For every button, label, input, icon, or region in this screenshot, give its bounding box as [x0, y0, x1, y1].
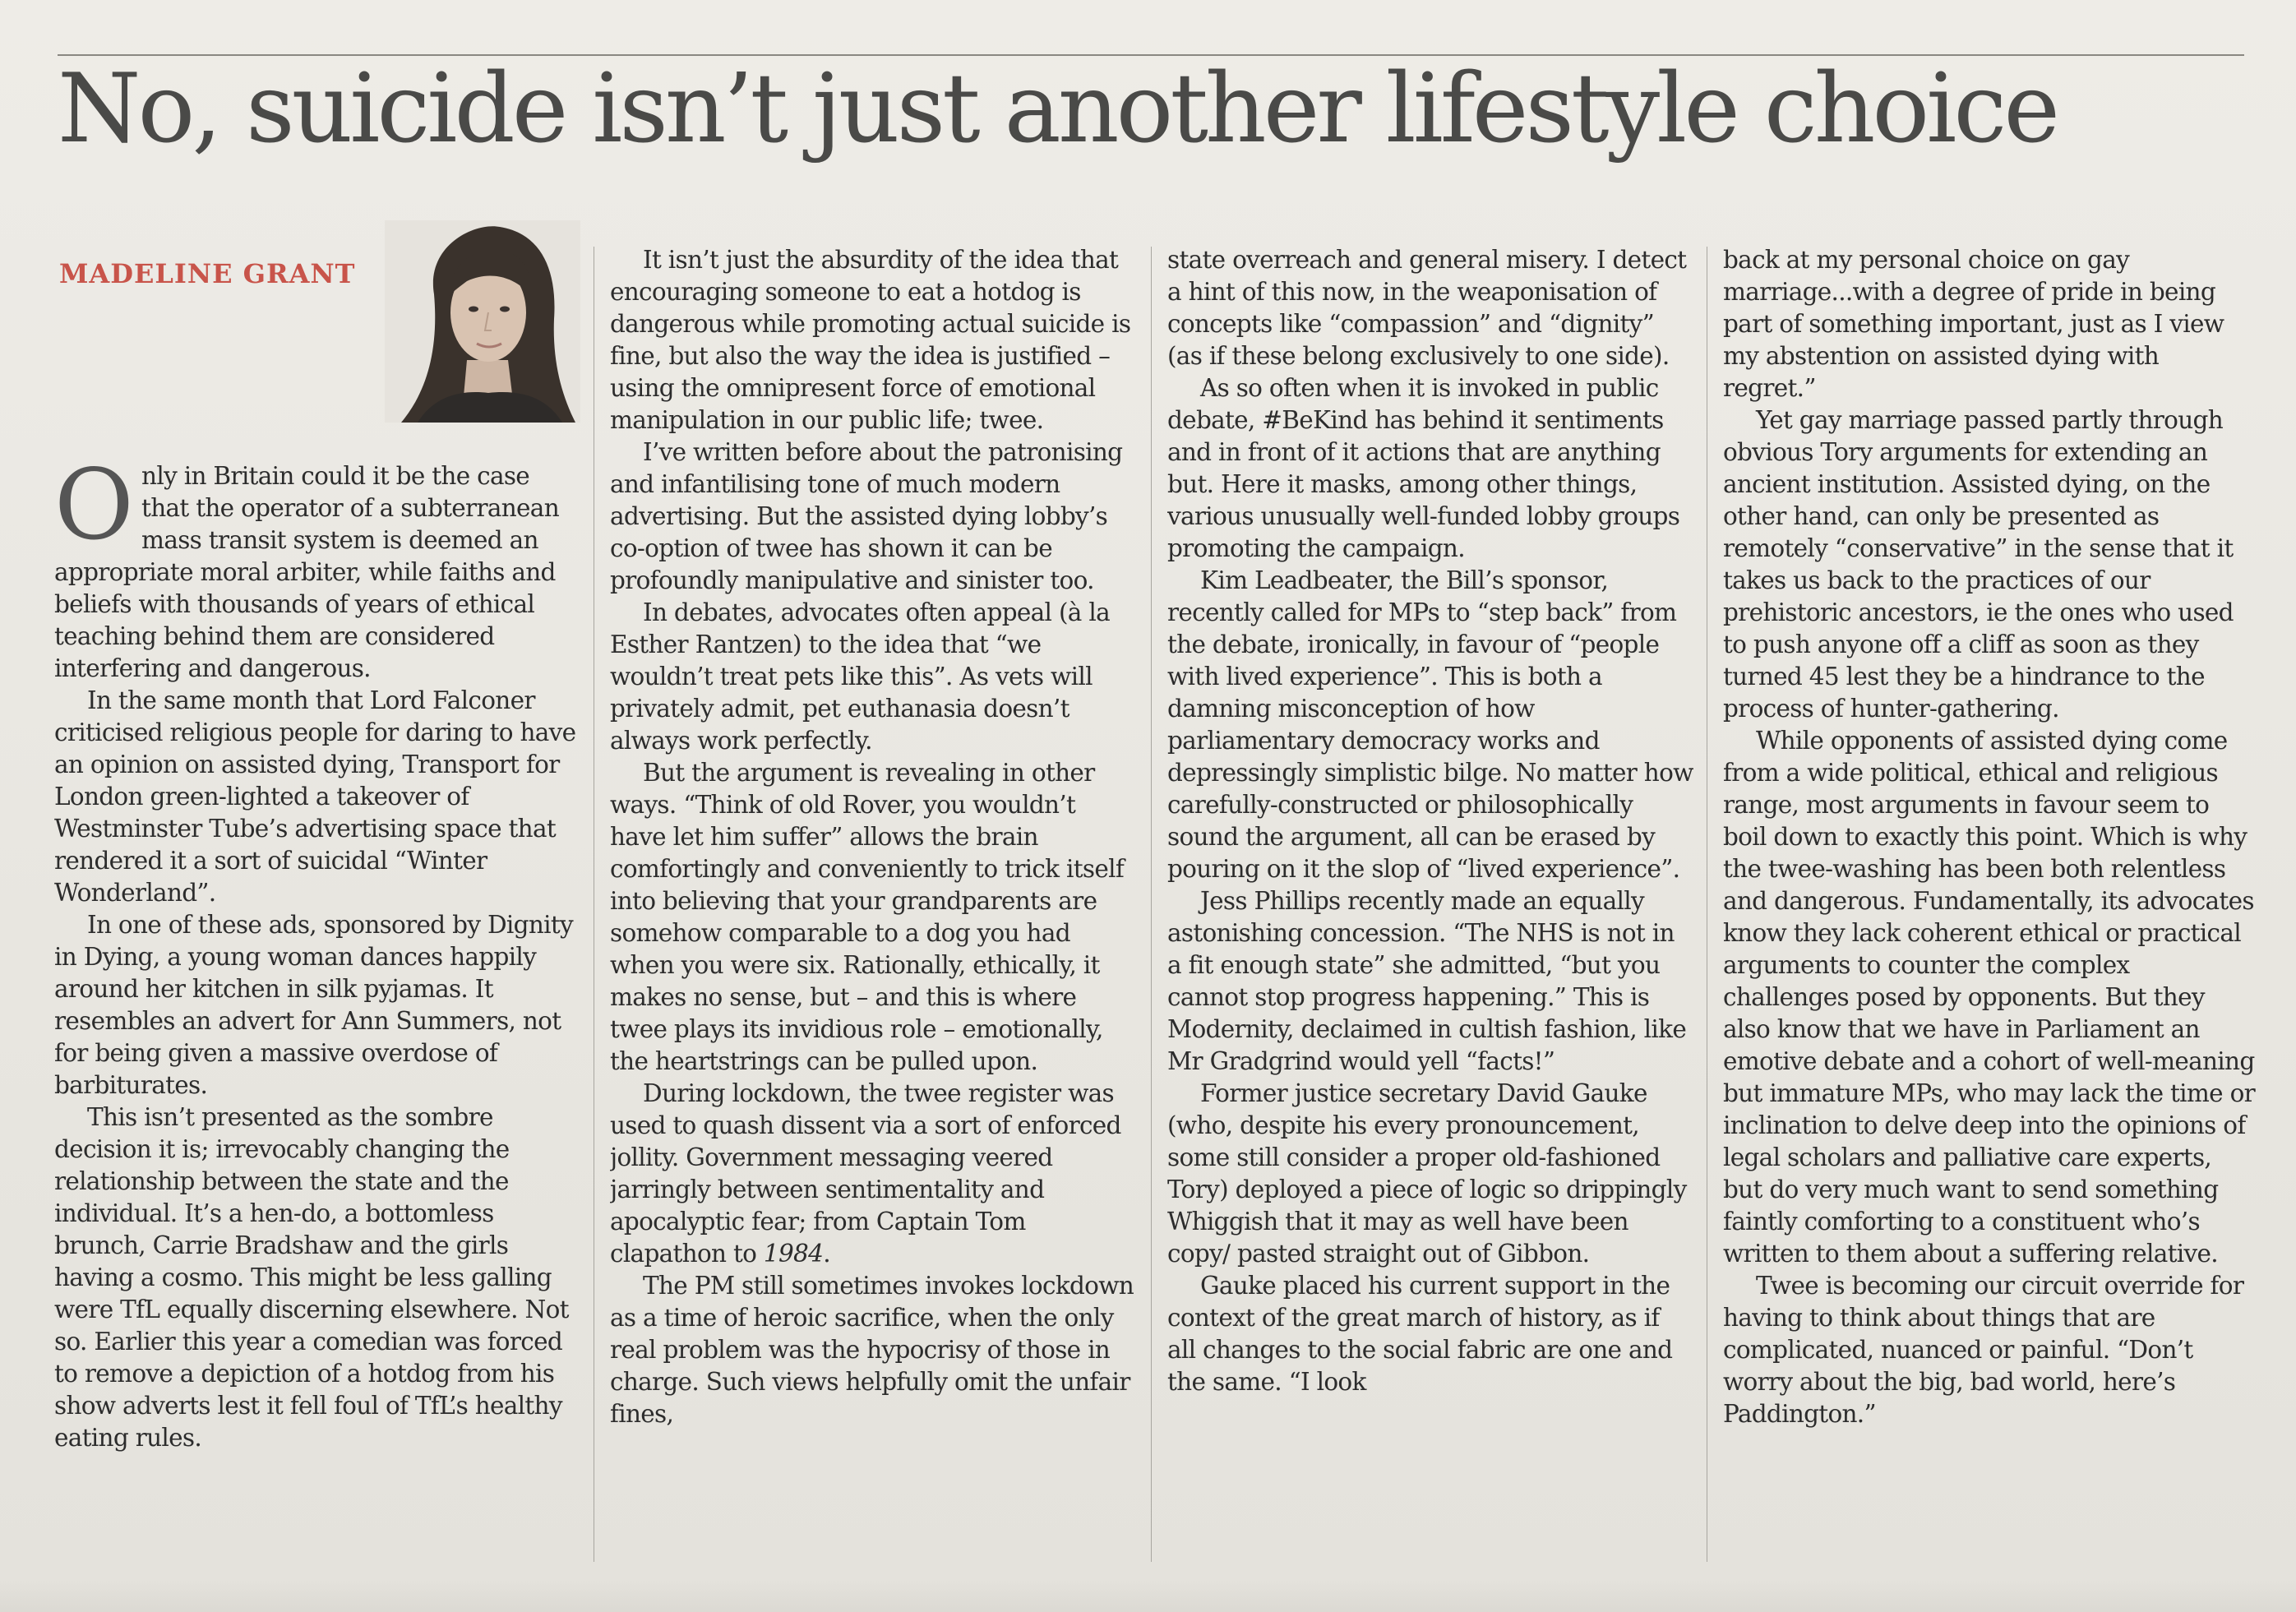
- paragraph-text: nly in Britain could it be the case that the operator of a subterranean mass transit system is deemed an appropriate moral arbiter, while faiths and beliefs with thousands of years of ethical teaching behind them are considered interfering and dangerous.: [54, 462, 559, 682]
- paragraph: In the same month that Lord Falconer criticised religious people for daring to have an opinion on assisted dying, Transport for London green-lighted a takeover of Westminster Tube’s advertising space that rendered it a sort of suicidal “Winter Wonderland”.: [54, 686, 576, 907]
- paragraph: As so often when it is invoked in public debate, #BeKind has behind it sentiments and in front of it actions that are anything but. Here it masks, among other things, various unusually well-funded lobby groups promoting the campaign.: [1167, 374, 1680, 562]
- author-portrait: [385, 220, 580, 423]
- paragraph: Jess Phillips recently made an equally astonishing concession. “The NHS is not in a fit enough state” she admitted, “but you cannot stop progress happening.” This is Modernity, declaimed in cultish fashion, like Mr Gradgrind would yell “facts!”: [1167, 887, 1687, 1075]
- column-rule-2: [1151, 247, 1152, 1562]
- paragraph: state overreach and general misery. I detect a hint of this now, in the weaponisation of concepts like “compassion” and “dignity” (as if these belong exclusively to one side).: [1167, 246, 1687, 370]
- paragraph: It isn’t just the absurdity of the idea that encouraging someone to eat a hotdog is dangerous while promoting actual suicide is fine, but also the way the idea is justified – using the omnipresent force of emotional manipulation in our public life; twee.: [610, 246, 1131, 434]
- page-edge-shadow: [0, 1579, 2296, 1612]
- drop-cap: O: [54, 460, 134, 561]
- paragraph: But the argument is revealing in other ways. “Think of old Rover, you wouldn’t have let him suffer” allows the brain comfortingly and conveniently to trick itself into believing that your grandparents are somehow comparable to a dog you had when you were six. Rationally, ethically, it makes no sense, but – and this is where twee plays its invidious role – emotionally, the heartstrings can be pulled upon.: [610, 759, 1125, 1075]
- paragraph-text: During lockdown, the twee register was used to quash dissent via a sort of enforced jollity. Government messaging veered jarringly between sentimentality and apocalyptic fear; from Captain Tom clapathon to: [610, 1079, 1121, 1268]
- paragraph: While opponents of assisted dying come from a wide political, ethical and religious range, most arguments in favour seem to boil down to exactly this point. Which is why the twee-washing has been both relentless and dangerous. Fundamentally, its advocates know they lack coherent ethical or practical arguments to counter the complex challenges posed by opponents. But they also know that we have in Parliament an emotive debate and a cohort of well-meaning but immature MPs, who may lack the time or inclination to delve deep into the opinions of legal scholars and palliative care experts, but do very much want to send something faintly comforting to a constituent who’s written to them about a suffering relative.: [1723, 727, 2256, 1268]
- paragraph: [610, 1078, 1136, 1270]
- paragraph: In one of these ads, sponsored by Dignity in Dying, a young woman dances happily around her kitchen in silk pyjamas. It resembles an advert for Ann Summers, not for being given a massive overdose of barbiturates.: [54, 911, 573, 1099]
- paragraph: Gauke placed his current support in the context of the great march of history, as if all changes to the social fabric are one and the same. “I look: [1167, 1272, 1673, 1396]
- paragraph: back at my personal choice on gay marriage...with a degree of pride in being part of something important, just as I view my abstention on assisted dying with regret.”: [1723, 246, 2224, 402]
- paragraph: Yet gay marriage passed partly through obvious Tory arguments for extending an ancient institution. Assisted dying, on the other hand, can only be presented as remotely “conservative” in the sense that it takes us back to the practices of our prehistoric ancestors, ie the ones who used to push anyone off a cliff as soon as they turned 45 lest they be a hindrance to the process of hunter-gathering.: [1723, 406, 2234, 723]
- paragraph: Kim Leadbeater, the Bill’s sponsor, recently called for MPs to “step back” from the debate, ironically, in favour of “people with lived experience”. This is both a damning misconception of how parliamentary democracy works and depressingly simplistic bilge. No matter how carefully-constructed or philosophically sound the argument, all can be erased by pouring on it the slop of “lived experience”.: [1167, 566, 1693, 883]
- paragraph: I’ve written before about the patronising and infantilising tone of much modern advertising. But the assisted dying lobby’s co-option of twee has shown it can be profoundly manipulative and sinister too.: [610, 438, 1123, 594]
- book-title: 1984: [763, 1240, 824, 1268]
- paragraph: This isn’t presented as the sombre decision it is; irrevocably changing the relationship between the state and the individual. It’s a hen-do, a bottomless brunch, Carrie Bradshaw and the girls having a cosmo. This might be less galling were TfL equally discerning elsewhere. Not so. Earlier this year a comedian was forced to remove a depiction of a hotdog from his show adverts lest it fell foul of TfL’s healthy eating rules.: [54, 1103, 569, 1452]
- punctuation: .: [823, 1240, 830, 1268]
- paragraph: The PM still sometimes invokes lockdown as a time of heroic sacrifice, when the only real problem was the hypocrisy of those in charge. Such views helpfully omit the unfair fines,: [610, 1272, 1134, 1428]
- author-portrait-icon: [385, 220, 580, 423]
- byline: MADELINE GRANT: [59, 258, 356, 289]
- column-3: [1167, 244, 1693, 1592]
- paragraph: Twee is becoming our circuit override for having to think about things that are complicated, nuanced or painful. “Don’t worry about the big, bad world, here’s Paddington.”: [1723, 1272, 2244, 1428]
- column-4: [1723, 244, 2257, 1592]
- headline: No, suicide isn’t just another lifestyle choice: [58, 53, 2057, 164]
- paragraph: [54, 460, 580, 685]
- column-1: [54, 460, 580, 1562]
- column-2: [610, 244, 1136, 1592]
- paragraph: Former justice secretary David Gauke (who, despite his every pronouncement, some still consider a proper old-fashioned Tory) deployed a piece of logic so drippingly Whiggish that it may as well have been copy/ pasted straight out of Gibbon.: [1167, 1079, 1687, 1268]
- paragraph: In debates, advocates often appeal (à la Esther Rantzen) to the idea that “we wouldn’t treat pets like this”. As vets will privately admit, pet euthanasia doesn’t always work perfectly.: [610, 598, 1110, 755]
